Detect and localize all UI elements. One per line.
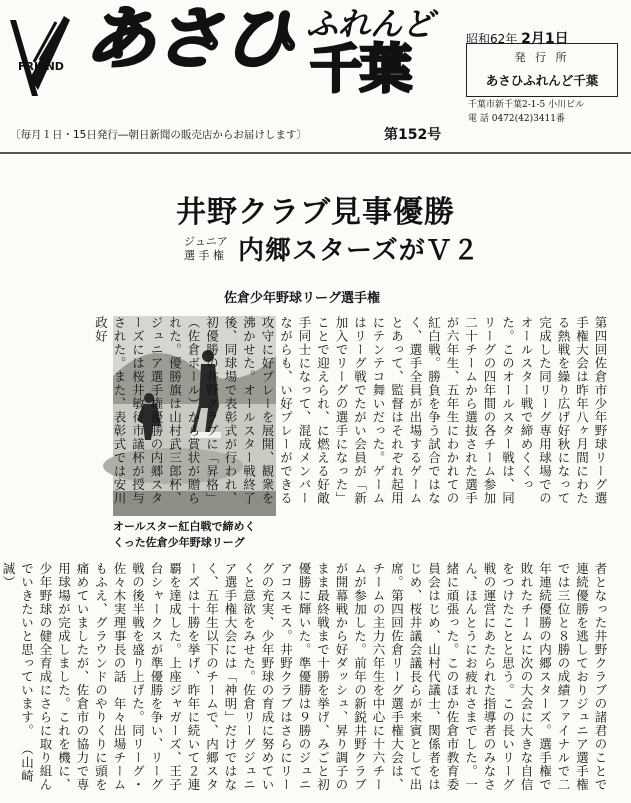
friend-logo <box>4 8 74 100</box>
masthead-divider <box>0 152 631 154</box>
photo-caption <box>113 519 255 551</box>
article-body-top: 第四回佐倉市少年野球リーグ選手権大会は昨年八ヶ月間にわたる熱戦を繰り広げ好秋になって完成した同リーグ専用球場でのオールスター戦で締めくくった。このオールスター戦は、同リーグの四年間の各チーム参加二十チームから選抜された選手が六年生、五年生にわかれての紅白戦。勝負を争う試合ではなく、選手全員が出場するゲームとあって、監督はそれぞれ起用にテンテコ舞いだった。ゲームはリーグ戦でたがい会員が「新加入でリーグの選手になった」ことで迎えられ、に燃える好敵手同士になって、混成メンバーながらも、い好プレーができる攻守に好プレーを展開、観衆を沸かせた。オールスター戦終了後、同球場で表彰式が行われ、初優勝の井野クラブに「昇格」（佐倉ボール）から賞状が贈られた。優勝旗は山村武三郎杯、ジュニア選手権優勝の内郷スターズには桜井敏行市議杯が授与された。また、表彰式では安川政好 <box>93 316 608 505</box>
publisher-address: 千葉市新千葉2-1-5 小川ビル <box>468 100 585 110</box>
publisher-contact <box>468 99 584 126</box>
article-body-bottom-text: 者となった井野クラブの諸君のことで連続優勝を逃しておりジュニア選手権では三位と８勝の成績ファイナルで二年連続優勝の内郷スターズ。選手権で敗れたチームに次の大会に大きな自信をつけたことと思う。この長いリーグ戦の運営にあたられた指導者のみなさん、ほんとうにお疲れさまでした。一緒に頑張った。このほか佐倉市教育委員会はじめ、山村代議士、関係者をはじめ、桜井議会議長らが来賓として出席。第四回佐倉リーグ選手権大会は、チームの主力六年生を中心に十六チームが参加した。前年の新鋭井野クラブが開幕戦から好ダッシュ、昇り調子のまま最終戦まで十勝を挙げ、みごと初優勝に輝いた。準優勝は９勝のジュニアコスモス。井野クラブはさらにリーグの充実、少年野球の育成に努めていくと意欲をみせた。佐倉リーグジュニア選手権大会には「神明」だけではなく、五年生以下のチームで、内郷スターズは十勝を挙げ、昨年に続いて２連覇を達成した。上座ジャガーズ、王子台シャークスが準優勝を争い、リーグ戦の後半戦を盛り上げた。同リーグ・佐々木実理事長の話 年々出場チームもふえ、グラウンドのやりくりに頭を痛めていましたが、佐倉市の協力で専用球場が完成しました。これを機に、少年野球の健全育成にさらに取り組んでいきたいと思っています。 <box>19 562 608 792</box>
masthead-title: あさひ <box>84 0 292 79</box>
kicker-line-1: ジュニア <box>184 235 228 248</box>
article-subheadline: 内郷スターズがＶ２ <box>238 236 480 266</box>
publisher-phone: 電 話 0472(42)3411番 <box>468 113 566 124</box>
article-headline: 井野クラブ見事優勝 <box>176 195 455 230</box>
date-era: 昭和62年 <box>466 32 518 46</box>
date-day: 2月1日 <box>521 31 569 47</box>
kicker-line-2: 選 手 権 <box>184 248 224 262</box>
article-signature: （山崎 誠） <box>1 562 35 797</box>
caption-line-2: くった佐倉少年野球リーグ <box>113 535 245 549</box>
caption-line-1: オールスター紅白戦で締めく <box>113 520 256 533</box>
article-body-bottom <box>1 562 609 797</box>
logo-text: FRIEND <box>18 60 64 73</box>
subheadline-kicker <box>184 235 228 263</box>
issue-info: 〔毎月１日・15日発行―朝日新聞の販売店からお届けします〕 <box>10 129 307 141</box>
publisher-box <box>466 43 618 97</box>
masthead-region: 千葉 <box>310 40 411 100</box>
publisher-name: あさひふれんど千葉 <box>485 73 599 88</box>
masthead-subtitle: ふれんど <box>306 5 435 43</box>
league-name: 佐倉少年野球リーグ選手権 <box>224 291 381 306</box>
issue-number: 第152号 <box>384 127 442 143</box>
publisher-label: 発 行 所 <box>514 51 570 64</box>
